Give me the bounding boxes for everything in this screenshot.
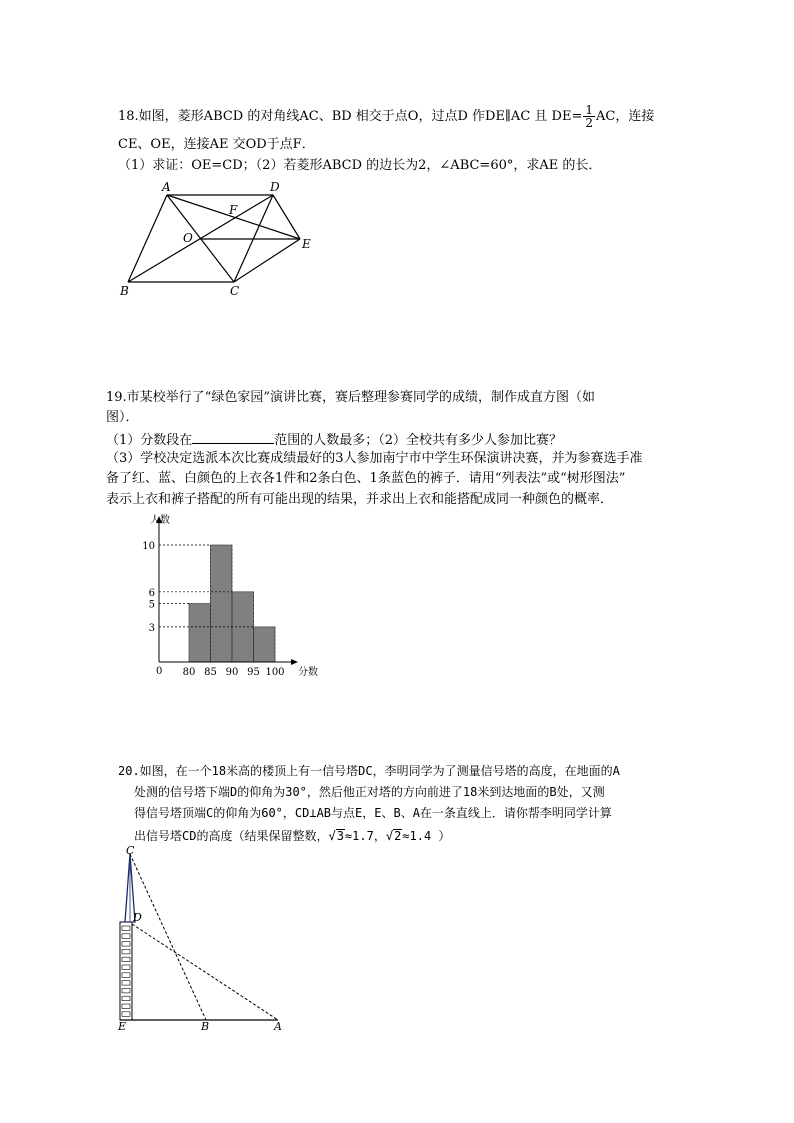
label-B: B [201, 1020, 210, 1032]
label-D: D [270, 180, 280, 194]
x-tick-80: 80 [182, 667, 196, 678]
label-O: O [183, 231, 193, 245]
fraction-numerator: 1 [585, 103, 593, 117]
sqrt-symbol: √ [385, 829, 394, 843]
label-F: F [229, 203, 238, 217]
y-tick-3: 3 [148, 622, 155, 634]
sight-line-AD [132, 924, 278, 1020]
x-tick-100: 100 [265, 667, 285, 678]
q20-line3: 得信号塔顶端C的仰角为60°，CD⊥AB与点E，E、B、A在一条直线上．请你帮李明同学计算 [134, 806, 612, 820]
label-E: E [302, 237, 311, 251]
q18-line2: CE、OE，连接AE 交OD于点F． [118, 137, 315, 152]
label-A: A [274, 1020, 282, 1032]
label-C: C [126, 844, 135, 857]
sqrt-symbol: √ [328, 829, 336, 843]
x-tick-labels [183, 667, 285, 678]
hist-bar-85-90 [211, 545, 233, 662]
hist-bar-95-100 [254, 627, 276, 662]
approx2-text: ≈1.4 ） [402, 829, 451, 843]
approx3-text: ≈1.7， [344, 829, 386, 843]
y-tick-labels [142, 541, 155, 634]
label-B: B [120, 284, 129, 298]
origin-label: 0 [156, 666, 163, 677]
q19-line5: 备了红、蓝、白颜色的上衣各1件和2条白色、1条蓝色的裤子．请用“列表法”或“树形图法” [106, 471, 626, 486]
seg-AB [128, 195, 167, 282]
x-tick-85: 85 [204, 667, 217, 678]
fraction [583, 104, 595, 129]
y-axis-label: 人数 [150, 515, 170, 526]
q20-line2: 处测的信号塔下端D的仰角为30°，然后他正对塔的方向前进了18米到达地面的B处，又测 [134, 785, 605, 799]
fraction-denominator: 2 [585, 116, 593, 130]
q20-line1: 20.如图，在一个18米高的楼顶上有一信号塔DC，李明同学为了测量信号塔的高度，在地面的A [118, 764, 620, 778]
y-tick-5: 5 [148, 599, 155, 611]
x-tick-90: 90 [225, 667, 239, 678]
y-tick-10: 10 [142, 541, 155, 552]
tower-figure [112, 842, 292, 1032]
hist-bar-80-85 [189, 604, 211, 663]
sqrt3-radicand: 3 [336, 829, 344, 843]
y-tick-6: 6 [148, 587, 155, 599]
q18-line3: （1）求证：OE=CD；（2）若菱形ABCD 的边长为2，∠ABC=60°，求AE 的长． [118, 158, 602, 173]
seg-DE [273, 195, 300, 239]
q19-line6: 表示上衣和裤子搭配的所有可能出现的结果，并求出上衣和能搭配成同一种颜色的概率． [106, 492, 614, 507]
q19-line3-a: （1）分数段在 [106, 433, 193, 448]
label-D: D [133, 911, 142, 924]
q19-line3 [106, 430, 562, 450]
sight-line-BC [130, 854, 206, 1020]
x-axis-label: 分数 [298, 667, 318, 678]
q19-line3-b: 范围的人数最多；（2）全校共有多少人参加比赛？ [274, 433, 563, 448]
q18-line1 [118, 104, 654, 129]
answer-blank [192, 430, 274, 444]
q18-text-b: AC，连接 [595, 109, 655, 124]
label-C: C [230, 284, 240, 298]
label-E: E [118, 1020, 127, 1032]
q20-line4-a: 出信号塔CD的高度（结果保留整数， [134, 829, 329, 843]
rhombus-figure [110, 178, 330, 300]
q19-line4: （3）学校决定选派本次比赛成绩最好的3人参加南宁市中学生环保演讲决赛，并为参赛选手准 [106, 451, 643, 466]
q18-text-a: 18.如图，菱形ABCD 的对角线AC、BD 相交于点O，过点D 作DE∥AC 且 DE= [118, 109, 583, 124]
x-axis-arrow [291, 659, 298, 665]
x-tick-95: 95 [247, 667, 260, 678]
sqrt2-radicand: 2 [394, 829, 402, 843]
q19-line1: 19.市某校举行了“绿色家园”演讲比赛，赛后整理参赛同学的成绩，制作成直方图（如 [106, 390, 595, 405]
q19-line2: 图）． [106, 410, 139, 425]
label-A: A [162, 180, 171, 194]
histogram-chart [140, 508, 340, 684]
